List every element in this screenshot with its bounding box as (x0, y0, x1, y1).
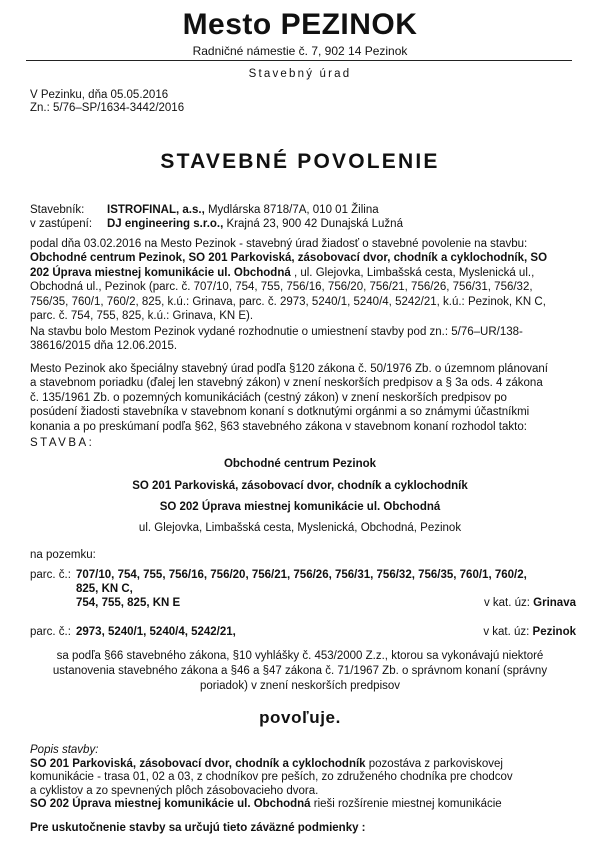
builder-address: Mydlárska 8718/7A, 010 01 Žilina (204, 204, 379, 216)
parcel-label: parc. č.: (30, 569, 71, 581)
text-line: podal dňa 03.02.2016 na Mesto Pezinok - stavebný úrad žiadosť o stavebné povolenie na stavbu: (30, 238, 528, 250)
representative-name: DJ engineering s.r.o., (107, 218, 224, 230)
text-line: konania a po preskúmaní podľa §62, §63 stavebného zákona v stavebnom konaní rozhodol takto: (30, 420, 527, 433)
cadastral-area (483, 625, 576, 639)
text-line: a cyklistov a zo spevnených plôch zásobovacieho dvora. (30, 784, 319, 797)
text-line (30, 266, 576, 280)
cadastral-label: v kat. úz: (483, 626, 533, 638)
builder-name: ISTROFINAL, a.s., (107, 204, 205, 216)
conditions-heading: Pre uskutočnenie stavby sa určujú tieto záväzné podmienky : (30, 822, 366, 834)
stavba-line: Obchodné centrum Pezinok (223, 458, 377, 470)
text-line: Mesto Pezinok ako špeciálny stavebný úrad podľa §120 zákona č. 50/1976 Zb. o územnom plánovaní (30, 363, 548, 375)
text-line: 38616/2015 dňa 12.06.2015. (30, 340, 178, 353)
cadastral-label: v kat. úz: (483, 597, 534, 609)
representative-info (107, 217, 403, 231)
municipality-address: Radničné námestie č. 7, 902 14 Pezinok (192, 44, 408, 58)
parcel-label: parc. č.: (30, 626, 71, 638)
text-line: 756/35, 760/1, 760/2, 825, k.ú.: Grinava, parc. č. 2973, 5240/1, 5240/4, 5242/21, k.ú.: Pezinok, KN C, (30, 295, 546, 308)
place-date: V Pezinku, dňa 05.05.2016 (30, 89, 169, 101)
so202-name: SO 202 Úprava miestnej komunikácie ul. Obchodná (30, 798, 311, 811)
office-name: Stavebný úrad (248, 68, 352, 80)
representative-label: v zastúpení: (30, 218, 93, 230)
text-line: Na stavbu bolo Mestom Pezinok vydané rozhodnutie o umiestnení stavby pod zn.: 5/76–UR/138- (30, 326, 523, 338)
description-label (30, 744, 576, 758)
cadastral-name: Pezinok (532, 626, 576, 638)
construction-description (30, 744, 576, 812)
parcel-row-grinava (30, 568, 576, 612)
stavba-location: ul. Glejovka, Limbašská cesta, Myslenická, Obchodná, Pezinok (138, 522, 462, 534)
project-name-bold: Obchodné centrum Pezinok, SO 201 Parkoviská, zásobovací dvor, chodník a cyklochodník, SO (30, 252, 548, 265)
text-line: sa podľa §66 stavebného zákona, §10 vyhlášky č. 453/2000 Z.z., ktorou sa vykonávajú niektoré (56, 650, 544, 662)
zoning-decision-paragraph (30, 325, 576, 354)
application-paragraph (30, 237, 576, 323)
text-line: ustanovenia stavebného zákona a §46 a §47 zákona č. 71/1967 Zb. o správnom konaní (správny (52, 665, 548, 677)
parcel-line: 754, 755, 825, KN E (76, 597, 181, 609)
text-line (30, 758, 576, 772)
text-line: komunikácie - trasa 01, 02 a 03, z chodníkov pre peších, zo združeného chodníka pre chodcov (30, 771, 513, 784)
representative-address: Krajná 23, 900 42 Dunajská Lužná (223, 218, 403, 230)
parcel-line: 825, KN C, (76, 583, 133, 595)
stavba-line: SO 201 Parkoviská, zásobovací dvor, chodník a cyklochodník (132, 480, 468, 492)
decision-verdict: povoľuje. (259, 708, 341, 727)
text-line: č. 135/1961 Zb. o pozemných komunikáciách (cestný zákon) v znení neskorších predpisov po (30, 391, 507, 404)
text-line: posúdení žiadosti stavebníka v stavebnom konaní s dotknutými orgánmi a so známymi účastníkmi (30, 406, 530, 419)
description-label-text: Popis stavby: (30, 744, 99, 756)
cadastral-area (484, 596, 576, 610)
parcels-intro: na pozemku: (30, 549, 96, 561)
parcel-line: 707/10, 754, 755, 756/16, 756/20, 756/21, 756/26, 756/31, 756/32, 756/35, 760/1, 760/2, (76, 569, 527, 581)
cadastral-name: Grinava (533, 597, 576, 609)
so201-name: SO 201 Parkoviská, zásobovací dvor, chodník a cyklochodník (30, 757, 366, 770)
project-name-bold: 202 Úprava miestnej komunikácie ul. Obchodná (30, 266, 291, 279)
header-divider (26, 60, 572, 61)
builder-label: Stavebník: (30, 204, 85, 216)
authority-paragraph (30, 362, 576, 434)
reference-number: Zn.: 5/76–SP/1634-3442/2016 (30, 102, 185, 114)
text-span: rieši rozšírenie miestnej komunikácie (310, 798, 502, 811)
parcel-numbers: 2973, 5240/1, 5240/4, 5242/21, (76, 626, 236, 638)
municipality-title: Mesto PEZINOK (182, 8, 418, 41)
text-line (30, 798, 576, 812)
builder-info (107, 203, 379, 217)
legal-basis (0, 649, 600, 694)
parcel-row-pezinok (30, 625, 576, 641)
text-line: parc. č. 754, 755, 825, k.ú.: Grinava, KN E). (30, 310, 254, 323)
text-line: a stavebnom poriadku (ďalej len stavebný zákon) v znení neskorších predpisov a § 3a ods. 4 zákona (30, 377, 543, 390)
document-title: STAVEBNÉ POVOLENIE (160, 150, 440, 173)
stavba-line: SO 202 Úprava miestnej komunikácie ul. Obchodná (159, 501, 441, 513)
text-line: poriadok) v znení neskorších predpisov (199, 680, 401, 692)
text-span: pozostáva z parkoviskovej (365, 757, 503, 770)
text-span: , ul. Glejovka, Limbašská cesta, Myslenická ul., (290, 266, 535, 279)
stavba-heading: STAVBA: (30, 437, 95, 449)
text-line (30, 251, 576, 265)
text-line: Obchodná ul., Pezinok (parc. č. 707/10, 754, 755, 756/16, 756/20, 756/21, 756/26, 756/31, 756/32, (30, 281, 533, 294)
